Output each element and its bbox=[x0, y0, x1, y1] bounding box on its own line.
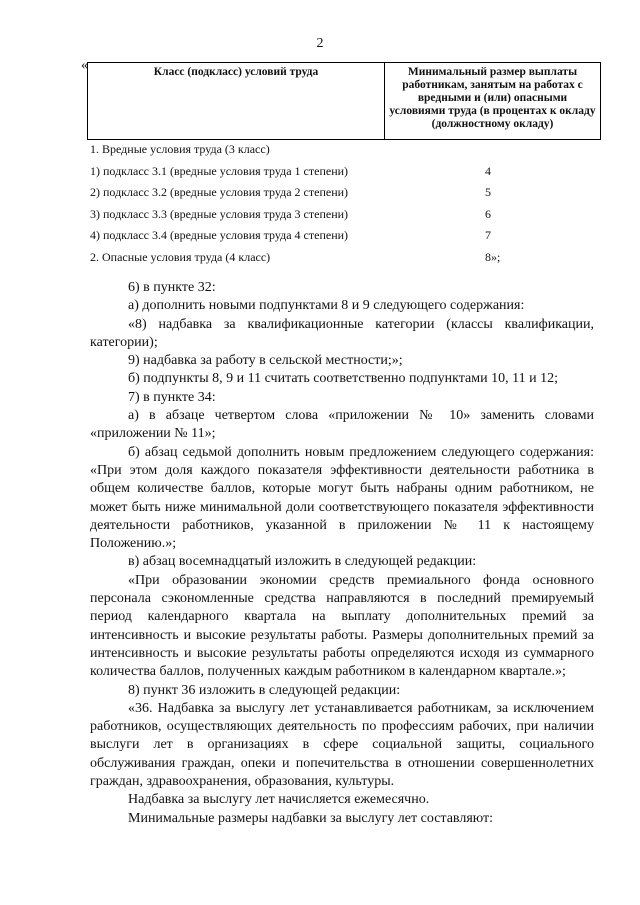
column-header-class: Класс (подкласс) условий труда bbox=[88, 63, 385, 140]
table-row bbox=[90, 164, 600, 186]
conditions-table-header bbox=[87, 62, 601, 140]
paragraph: а) в абзаце четвертом слова «приложении № 10» заменить словами «приложении № 11»; bbox=[90, 408, 594, 442]
row-value: 6 bbox=[485, 206, 491, 221]
paragraph: Минимальные размеры надбавки за выслугу лет составляют: bbox=[128, 810, 494, 826]
row-value: 4 bbox=[485, 163, 491, 178]
paragraph: 9) надбавка за работу в сельской местности;»; bbox=[128, 353, 403, 369]
paragraph: 8) пункт 36 изложить в следующей редакции: bbox=[128, 682, 401, 698]
paragraph: в) абзац восемнадцатый изложить в следующей редакции: bbox=[128, 554, 477, 570]
row-label: 2) подкласс 3.2 (вредные условия труда 2 степени) bbox=[90, 185, 349, 199]
paragraph: а) дополнить новыми подпунктами 8 и 9 следующего содержания: bbox=[128, 298, 525, 314]
table-row bbox=[90, 207, 600, 229]
column-header-payment: Минимальный размер выплаты работникам, занятым на работах с вредными и (или) опасными условиями труда (в процентах к окладу (должностному окладу) bbox=[385, 63, 601, 140]
row-value: 5 bbox=[485, 185, 491, 199]
row-label: 1) подкласс 3.1 (вредные условия труда 1 степени) bbox=[90, 163, 349, 178]
row-value: 7 bbox=[485, 228, 491, 242]
table-row bbox=[90, 250, 600, 272]
table-row bbox=[90, 185, 600, 207]
table-row bbox=[90, 142, 600, 164]
paragraph: «При образовании экономии средств премиального фонда основного персонала сэкономленные средства направляются в последний премируемый период календарного квартала на выплату дополнительных премий за интенсивность и высокие результаты работы. Размеры дополнительных премий за интенсивность и высокие результаты работы определяются исходя из суммарного количества баллов, полученных каждым работником в календарном квартале.»; bbox=[90, 572, 594, 680]
paragraph: «8) надбавка за квалификационные категории (классы квалификации, категории); bbox=[90, 316, 594, 350]
row-label: 1. Вредные условия труда (3 класс) bbox=[90, 142, 270, 156]
page-number: 2 bbox=[316, 36, 324, 51]
table-row bbox=[90, 228, 600, 250]
paragraph: б) абзац седьмой дополнить новым предложением следующего содержания: «При этом доля каждого показателя эффективности деятельности работника в общем количестве баллов, которые могут быть набраны одним работником, не может быть ниже минимальной доли соответствующего показателя эффективности деятельности работников, указанной в приложении № 11 к настоящему Положению.»; bbox=[90, 444, 594, 552]
conditions-table-body bbox=[90, 142, 600, 271]
row-label: 4) подкласс 3.4 (вредные условия труда 4 степени) bbox=[90, 228, 349, 242]
document-body bbox=[90, 279, 594, 828]
opening-quote-mark: « bbox=[81, 58, 88, 73]
paragraph: Надбавка за выслугу лет начисляется ежемесячно. bbox=[128, 792, 430, 808]
paragraph: 7) в пункте 34: bbox=[128, 389, 216, 405]
paragraph: б) подпункты 8, 9 и 11 считать соответственно подпунктами 10, 11 и 12; bbox=[128, 371, 558, 387]
paragraph: 6) в пункте 32: bbox=[128, 280, 216, 295]
row-label: 2. Опасные условия труда (4 класс) bbox=[90, 249, 271, 264]
paragraph: «36. Надбавка за выслугу лет устанавливается работникам, за исключением работников, осуществляющих деятельность по профессиям рабочих, при наличии выслуги лет в организациях в сфере социальной защиты, социального обслуживания граждан, опеки и попечительства в отношении совершеннолетних граждан, здравоохранения, образования, культуры. bbox=[90, 700, 594, 790]
row-value: 8»; bbox=[485, 249, 501, 264]
row-label: 3) подкласс 3.3 (вредные условия труда 3 степени) bbox=[90, 206, 349, 221]
